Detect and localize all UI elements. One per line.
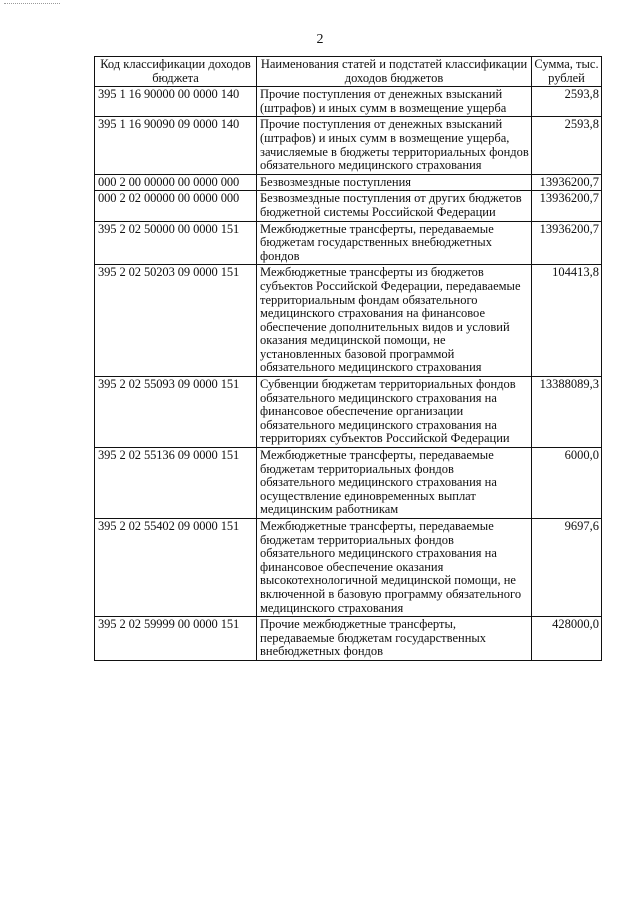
table-row xyxy=(95,191,602,221)
row-code: 000 2 02 00000 00 0000 000 xyxy=(95,191,257,221)
table-row xyxy=(95,87,602,117)
row-code: 395 2 02 55402 09 0000 151 xyxy=(95,519,257,617)
header-sum: Сумма, тыс. рублей xyxy=(532,57,602,87)
budget-revenue-table xyxy=(94,56,602,661)
row-code: 395 1 16 90000 00 0000 140 xyxy=(95,87,257,117)
row-sum: 13936200,7 xyxy=(532,191,602,221)
table-row xyxy=(95,117,602,174)
row-sum: 2593,8 xyxy=(532,117,602,174)
row-code: 395 2 02 50000 00 0000 151 xyxy=(95,221,257,265)
row-name: Межбюджетные трансферты, передаваемые бюджетам территориальных фондов обязательного медицинского страхования на осуществление единовременных выплат медицинским работникам xyxy=(257,448,532,519)
table-row xyxy=(95,221,602,265)
row-name: Межбюджетные трансферты из бюджетов субъектов Российской Федерации, передаваемые территориальным фондам обязательного медицинского страхования на финансовое обеспечение дополнительных видов и условий оказания медицинской помощи, не установленных базовой программой обязательного медицинского страхования xyxy=(257,265,532,377)
table-row xyxy=(95,377,602,448)
page-number: 2 xyxy=(316,32,324,47)
table-header-row xyxy=(95,57,602,87)
row-sum: 6000,0 xyxy=(532,448,602,519)
row-name: Прочие межбюджетные трансферты, передаваемые бюджетам государственных внебюджетных фондов xyxy=(257,617,532,661)
row-code: 395 2 02 55093 09 0000 151 xyxy=(95,377,257,448)
row-sum: 13388089,3 xyxy=(532,377,602,448)
table-row xyxy=(95,265,602,377)
row-name: Прочие поступления от денежных взысканий (штрафов) и иных сумм в возмещение ущерба, зачисляемые в бюджеты территориальных фондов обязательного медицинского страхования xyxy=(257,117,532,174)
table-row xyxy=(95,174,602,191)
row-sum: 428000,0 xyxy=(532,617,602,661)
header-code: Код классификации доходов бюджета xyxy=(95,57,257,87)
row-name: Межбюджетные трансферты, передаваемые бюджетам государственных внебюджетных фондов xyxy=(257,221,532,265)
row-name: Прочие поступления от денежных взысканий (штрафов) и иных сумм в возмещение ущерба xyxy=(257,87,532,117)
row-name: Безвозмездные поступления от других бюджетов бюджетной системы Российской Федерации xyxy=(257,191,532,221)
row-name: Безвозмездные поступления xyxy=(257,174,532,191)
table-row xyxy=(95,617,602,661)
header-name: Наименования статей и подстатей классификации доходов бюджетов xyxy=(257,57,532,87)
table-row xyxy=(95,519,602,617)
table-row xyxy=(95,448,602,519)
row-sum: 2593,8 xyxy=(532,87,602,117)
row-sum: 104413,8 xyxy=(532,265,602,377)
row-code: 000 2 00 00000 00 0000 000 xyxy=(95,174,257,191)
row-sum: 13936200,7 xyxy=(532,174,602,191)
row-sum: 9697,6 xyxy=(532,519,602,617)
row-name: Межбюджетные трансферты, передаваемые бюджетам территориальных фондов обязательного медицинского страхования на финансовое обеспечение оказания высокотехнологичной медицинской помощи, не включенной в базовую программу обязательного медицинского страхования xyxy=(257,519,532,617)
scan-artifact xyxy=(4,3,60,6)
row-code: 395 2 02 50203 09 0000 151 xyxy=(95,265,257,377)
row-code: 395 2 02 59999 00 0000 151 xyxy=(95,617,257,661)
row-code: 395 1 16 90090 09 0000 140 xyxy=(95,117,257,174)
row-name: Субвенции бюджетам территориальных фондов обязательного медицинского страхования на финансовое обеспечение организации обязательного медицинского страхования на территориях субъектов Российской Федерации xyxy=(257,377,532,448)
row-code: 395 2 02 55136 09 0000 151 xyxy=(95,448,257,519)
row-sum: 13936200,7 xyxy=(532,221,602,265)
